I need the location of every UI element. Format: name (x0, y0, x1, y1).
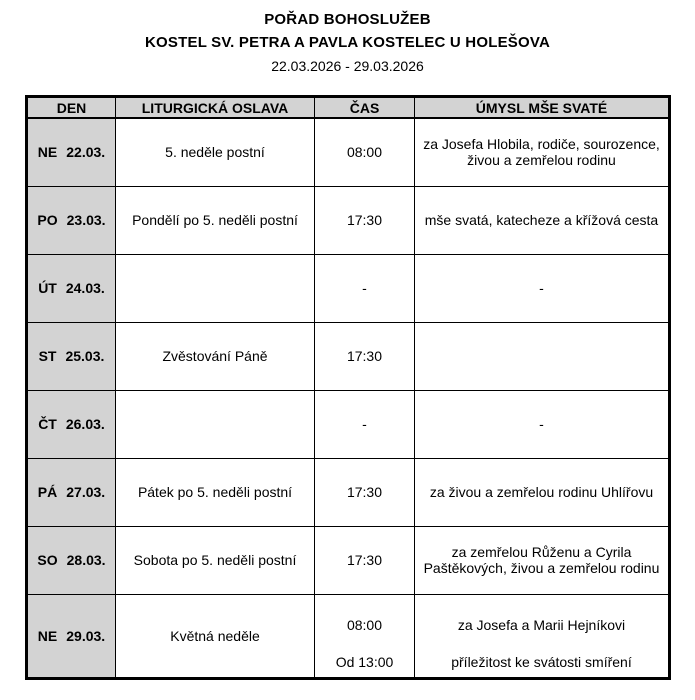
title-block (0, 0, 695, 74)
table-row (27, 322, 670, 390)
day-date: 23.03. (66, 212, 106, 228)
intention-cell: - (415, 390, 670, 458)
celebration-cell (116, 254, 315, 322)
table-row (27, 458, 670, 526)
celebration-cell: Pátek po 5. neděli postní (116, 458, 315, 526)
celebration-cell (116, 390, 315, 458)
day-date: 29.03. (66, 627, 106, 644)
column-header-umysl-mse-svate: ÚMYSL MŠE SVATÉ (415, 97, 670, 119)
time-cell: 17:30 (315, 322, 415, 390)
day-date: 26.03. (65, 416, 105, 432)
day-date: 28.03. (66, 552, 106, 568)
time-cell: 17:30 (315, 526, 415, 594)
intention-cell: - (415, 254, 670, 322)
column-header-liturgicka-oslava: LITURGICKÁ OSLAVA (116, 97, 315, 119)
time-cell: - (315, 390, 415, 458)
day-abbreviation: NE (37, 144, 58, 161)
day-cell (27, 390, 116, 458)
time-cell: 17:30 (315, 458, 415, 526)
intention-text: za Josefa a Marii Hejníkovi (457, 616, 626, 633)
day-abbreviation: ST (38, 348, 57, 364)
intention-cell: za živou a zemřelou rodinu Uhlířovu (415, 458, 670, 526)
time-cell (315, 594, 415, 678)
time-value: 08:00 (346, 616, 383, 633)
day-abbreviation: ÚT (38, 280, 57, 296)
day-abbreviation: PÁ (37, 484, 58, 500)
schedule-table (25, 95, 671, 680)
time-cell: 08:00 (315, 118, 415, 186)
date-range: 22.03.2026 - 29.03.2026 (271, 58, 424, 74)
day-date: 24.03. (65, 280, 105, 296)
schedule-table-body (27, 118, 670, 678)
document-title: POŘAD BOHOSLUŽEB (264, 11, 431, 28)
celebration-cell: Pondělí po 5. neděli postní (116, 186, 315, 254)
day-cell (27, 322, 116, 390)
intention-cell: mše svatá, katecheze a křížová cesta (415, 186, 670, 254)
intention-cell: za Josefa Hlobila, rodiče, sourozence, živou a zemřelou rodinu (415, 118, 670, 186)
header-row (27, 97, 670, 119)
table-row (27, 594, 670, 678)
table-row (27, 186, 670, 254)
day-abbreviation: PO (37, 212, 58, 228)
table-row (27, 390, 670, 458)
table-row (27, 526, 670, 594)
column-header-cas: ČAS (315, 97, 415, 119)
day-cell (27, 118, 116, 186)
time-cell: - (315, 254, 415, 322)
day-abbreviation: ČT (38, 416, 57, 432)
celebration-cell: 5. neděle postní (116, 118, 315, 186)
day-abbreviation: NE (37, 627, 58, 644)
day-cell (27, 186, 116, 254)
column-header-den: DEN (27, 97, 116, 119)
day-cell (27, 458, 116, 526)
table-row (27, 254, 670, 322)
intention-cell (415, 594, 670, 678)
intention-cell (415, 322, 670, 390)
day-abbreviation: SO (37, 552, 58, 568)
stacked-cell-content (419, 599, 664, 673)
celebration-cell: Květná neděle (116, 594, 315, 678)
intention-text-secondary: příležitost ke svátosti smíření (451, 653, 632, 670)
day-cell (27, 254, 116, 322)
table-row (27, 118, 670, 186)
church-name: KOSTEL SV. PETRA A PAVLA KOSTELEC U HOLEŠOVA (145, 34, 550, 51)
day-cell (27, 594, 116, 678)
time-value-secondary: Od 13:00 (335, 653, 394, 670)
celebration-cell: Zvěstování Páně (116, 322, 315, 390)
day-date: 25.03. (65, 348, 105, 364)
day-cell (27, 526, 116, 594)
day-date: 27.03. (66, 484, 106, 500)
celebration-cell: Sobota po 5. neděli postní (116, 526, 315, 594)
day-date: 22.03. (66, 144, 106, 161)
time-cell: 17:30 (315, 186, 415, 254)
intention-cell: za zemřelou Růženu a Cyrila Paštěkových, živou a zemřelou rodinu (415, 526, 670, 594)
stacked-cell-content (319, 599, 410, 673)
